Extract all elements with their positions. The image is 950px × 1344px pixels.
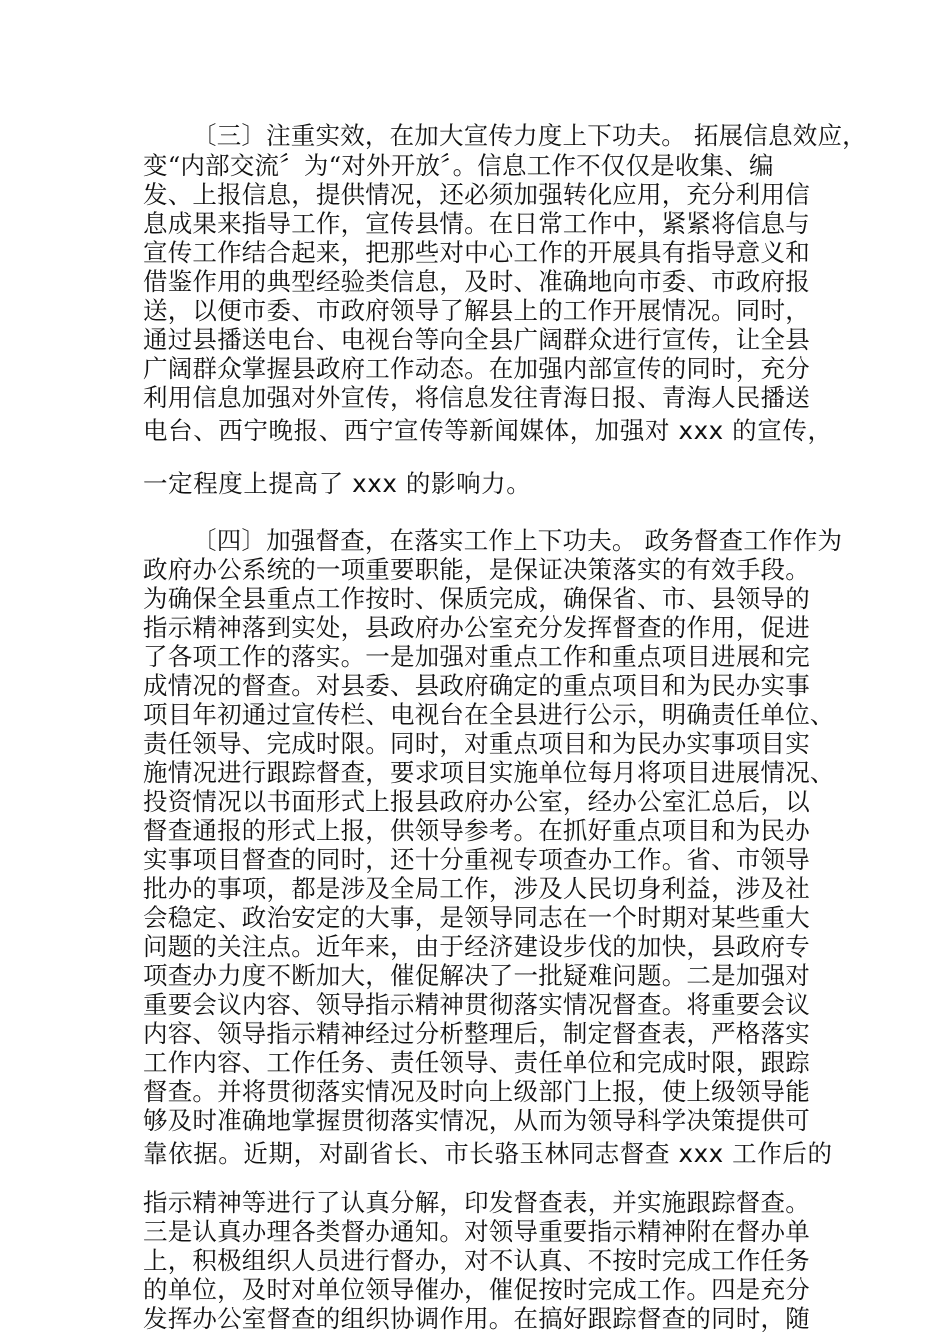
text-line: 指示精神等进行了认真分解，印发督查表，并实施跟踪督查。 — [143, 1188, 810, 1217]
text-line: 的单位，及时对单位领导催办，催促按时完成工作。四是充分 — [143, 1275, 810, 1304]
text-line: 督查。并将贯彻落实情况及时向上级部门上报，使上级领导能 — [143, 1077, 810, 1106]
text-line: 发、上报信息，提供情况，还必须加强转化应用，充分利用信 — [143, 180, 810, 209]
text-line: 一定程度上提高了 xxx 的影响力。 — [143, 469, 532, 498]
text-line: 〔四〕加强督查，在落实工作上下功夫。 政务督查工作作为 — [192, 526, 843, 555]
text-line: 息成果来指导工作，宣传县情。在日常工作中，紧紧将信息与 — [143, 209, 810, 238]
text-line: 了各项工作的落实。一是加强对重点工作和重点项目进展和完 — [143, 642, 810, 671]
text-line: 政府办公系统的一项重要职能，是保证决策落实的有效手段。 — [143, 555, 810, 584]
text-line: 施情况进行跟踪督查，要求项目实施单位每月将项目进展情况、 — [143, 758, 835, 787]
text-line: 成情况的督查。对县委、县政府确定的重点项目和为民办实事 — [143, 671, 810, 700]
text-line: 三是认真办理各类督办通知。对领导重要指示精神附在督办单 — [143, 1217, 810, 1246]
text-line: 上，积极组织人员进行督办，对不认真、不按时完成工作任务 — [143, 1246, 810, 1275]
text-line: 责任领导、完成时限。同时，对重点项目和为民办实事项目实 — [143, 729, 810, 758]
text-line: 重要会议内容、领导指示精神贯彻落实情况督查。将重要会议 — [143, 990, 810, 1019]
text-line: 靠依据。近期，对副省长、市长骆玉林同志督查 xxx 工作后的 — [143, 1139, 833, 1168]
text-line: 指示精神落到实处，县政府办公室充分发挥督查的作用，促进 — [143, 613, 810, 642]
text-line: 利用信息加强对外宣传，将信息发往青海日报、青海人民播送 — [143, 383, 810, 412]
text-line: 变“内部交流〞为“对外开放〞。信息工作不仅仅是收集、编 — [143, 151, 774, 180]
text-line: 借鉴作用的典型经验类信息，及时、准确地向市委、市政府报 — [143, 267, 810, 296]
text-line: 通过县播送电台、电视台等向全县广阔群众进行宣传，让全县 — [143, 325, 810, 354]
text-line: 发挥办公室督查的组织协调作用。在搞好跟踪督查的同时，随 — [143, 1304, 810, 1333]
text-line: 广阔群众掌握县政府工作动态。在加强内部宣传的同时，充分 — [143, 354, 810, 383]
text-line: 项查办力度不断加大，催促解决了一批疑难问题。二是加强对 — [143, 961, 810, 990]
text-line: 投资情况以书面形式上报县政府办公室，经办公室汇总后，以 — [143, 787, 810, 816]
text-line: 实事项目督查的同时，还十分重视专项查办工作。省、市领导 — [143, 845, 810, 874]
text-line: 宣传工作结合起来，把那些对中心工作的开展具有指导意义和 — [143, 238, 810, 267]
text-line: 会稳定、政治安定的大事，是领导同志在一个时期对某些重大 — [143, 903, 810, 932]
text-line: 问题的关注点。近年来，由于经济建设步伐的加快，县政府专 — [143, 932, 810, 961]
text-line: 督查通报的形式上报，供领导参考。在抓好重点项目和为民办 — [143, 816, 810, 845]
text-line: 批办的事项，都是涉及全局工作，涉及人民切身利益，涉及社 — [143, 874, 810, 903]
text-line: 够及时准确地掌握贯彻落实情况，从而为领导科学决策提供可 — [143, 1106, 810, 1135]
text-line: 送，以便市委、市政府领导了解县上的工作开展情况。同时， — [143, 296, 810, 325]
text-line: 电台、西宁晚报、西宁宣传等新闻媒体，加强对 xxx 的宣传， — [143, 416, 833, 445]
text-line: 为确保全县重点工作按时、保质完成，确保省、市、县领导的 — [143, 584, 810, 613]
text-line: 内容、领导指示精神经过分析整理后，制定督查表，严格落实 — [143, 1019, 810, 1048]
text-line: 项目年初通过宣传栏、电视台在全县进行公示，明确责任单位、 — [143, 700, 835, 729]
text-line: 工作内容、工作任务、责任领导、责任单位和完成时限，跟踪 — [143, 1048, 810, 1077]
text-line: 〔三〕注重实效，在加大宣传力度上下功夫。 拓展信息效应， — [192, 121, 867, 150]
